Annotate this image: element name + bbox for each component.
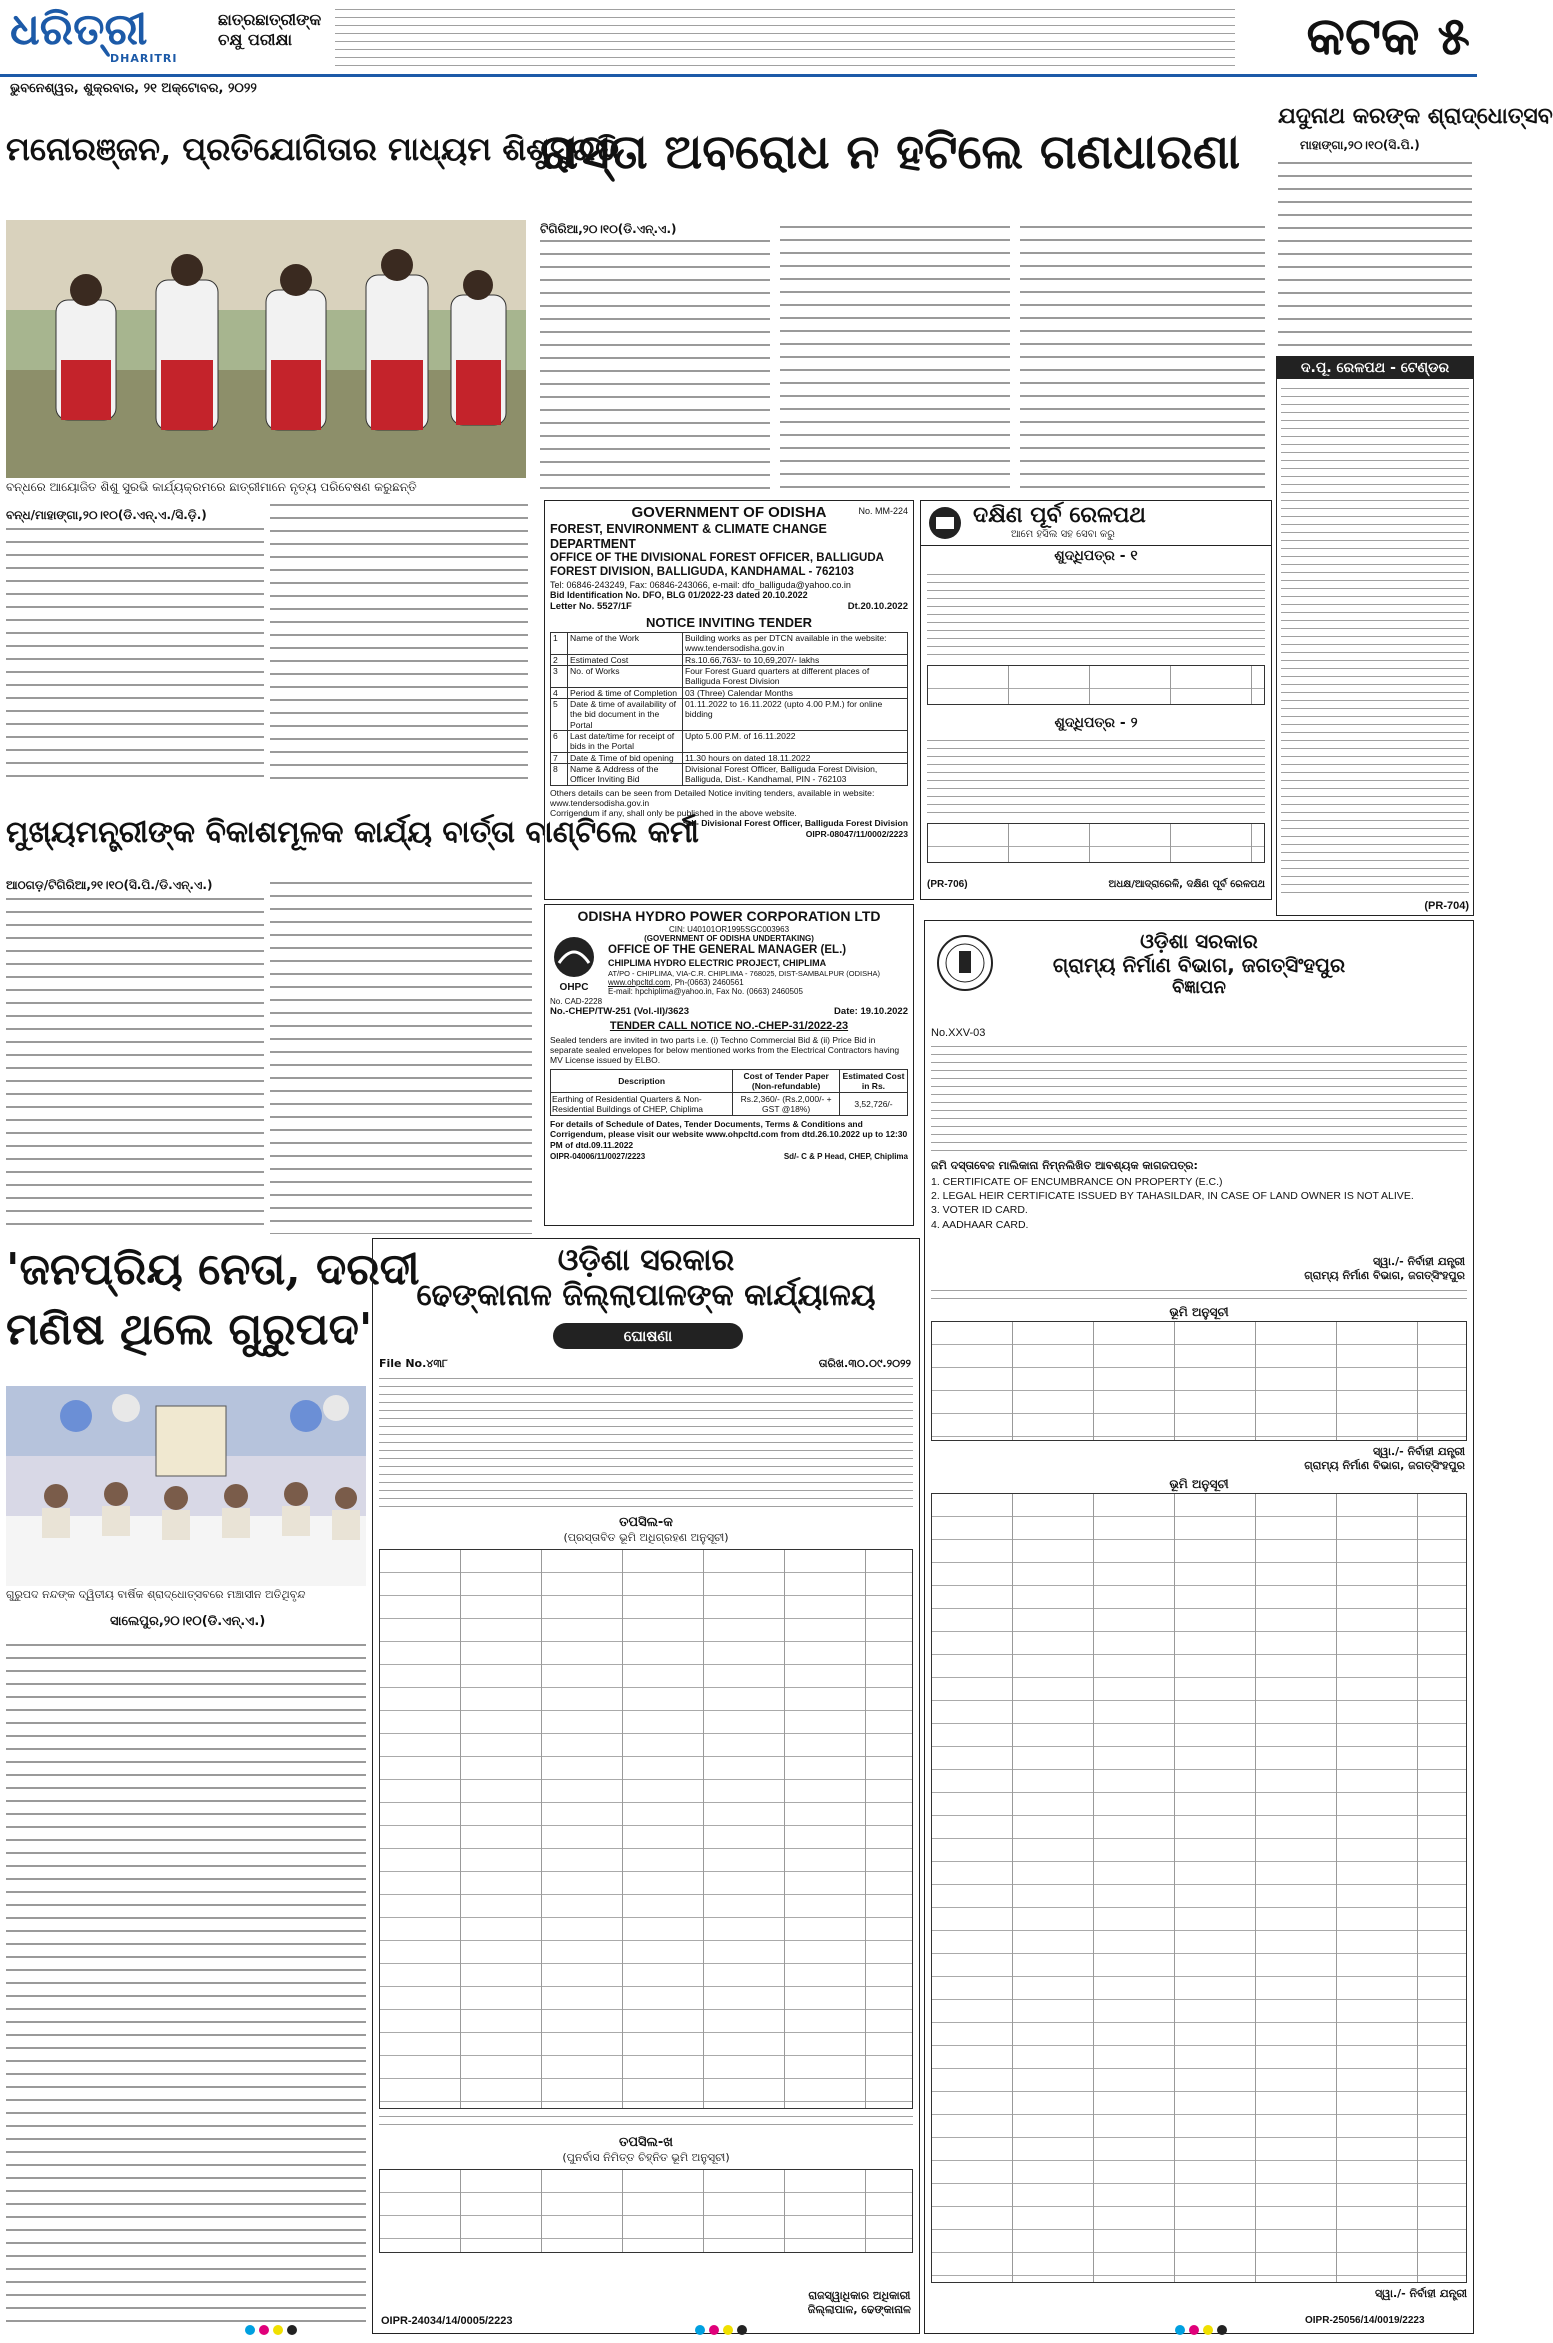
forest-cell-label: Last date/time for receipt of bids in the Portal	[568, 730, 683, 752]
forest-header-govt: GOVERNMENT OF ODISHA	[631, 504, 827, 521]
railway-tender-footer: (PR-704)	[1424, 900, 1469, 912]
ohpc-th-estimated: Estimated Cost in Rs.	[839, 1069, 907, 1092]
ohpc-office: OFFICE OF THE GENERAL MANAGER (EL.)	[608, 943, 847, 956]
story5-headline-line1: 'ଜନପ୍ରିୟ ନେତା, ଦରଦୀ	[6, 1244, 420, 1295]
story5-body	[6, 1640, 366, 2330]
forest-tender-row	[551, 699, 908, 731]
story1-photo	[6, 220, 526, 478]
story5-caption: ଗୁରୁପଦ ନନ୍ଦଙ୍କ ଦ୍ୱିତୀୟ ବାର୍ଷିକ ଶ୍ରାଦ୍ଧୋତ୍ସବରେ ମଞ୍ଚାସୀନ ଅତିଥିବୃନ୍ଦ	[6, 1588, 306, 1601]
story4-dateline: ଆଠଗଡ଼/ଟିଗିରିଆ,୨୧।୧୦(ସି.ପି./ଡି.ଏନ୍.ଏ.)	[6, 878, 213, 892]
story2-body-col3	[1020, 222, 1265, 496]
railway-tender-ad	[1276, 356, 1474, 916]
forest-cell-sl: 5	[551, 699, 568, 731]
ohpc-logo	[549, 935, 599, 995]
dateline-text: ଭୁବନେଶ୍ୱର, ଶୁକ୍ରବାର, ୨୧ ଅକ୍ଟୋବର, ୨୦୨୨	[10, 81, 257, 96]
railway-corr-title: ଦକ୍ଷିଣ ପୂର୍ବ ରେଳପଥ	[973, 503, 1146, 528]
story2-body-col1	[540, 236, 770, 496]
rural-works-sign-2	[1225, 1445, 1465, 1473]
shuddhipatra-2-body	[927, 737, 1265, 819]
forest-cell-label: Name & Address of the Officer Inviting Bid	[568, 763, 683, 785]
shuddhipatra-1-heading: ଶୁଦ୍ଧିପତ୍ର - ୧	[1054, 548, 1138, 564]
story3-body	[1278, 158, 1472, 348]
rural-works-doc-list	[931, 1175, 1414, 1232]
rural-works-land-schedule-2: ଭୂମି ଅନୁସୂଚୀ	[1169, 1477, 1229, 1491]
story2-body-col2	[780, 222, 1010, 496]
collector-file-no: File No.୪୩୮	[379, 1357, 448, 1370]
masthead	[0, 0, 1477, 100]
story5-dateline: ସାଲେପୁର,୨୦।୧୦(ଡି.ଏନ୍.ଏ.)	[110, 1614, 266, 1629]
forest-tender-row	[551, 633, 908, 655]
forest-no: No. MM-224	[858, 506, 908, 516]
collector-schedule-b-sub: (ପୁନର୍ବାସ ନିମିତ୍ତ ଚିହ୍ନିତ ଭୂମି ଅନୁସୂଚୀ)	[562, 2151, 730, 2164]
collector-schedule-a: ତପସିଲ-କ	[619, 1515, 673, 1530]
story5-photo	[6, 1386, 366, 1586]
forest-cell-value: Upto 5.00 P.M. of 16.11.2022	[683, 730, 908, 752]
rural-works-sign3-name: ସ୍ୱା./- ନିର୍ବାହୀ ଯନ୍ତ୍ରୀ	[1374, 2287, 1467, 2300]
forest-letter-no: Letter No. 5527/1F	[550, 601, 632, 613]
memorial-event-image	[6, 1386, 366, 1586]
story2-dateline: ଟିଗିରିଆ,୨୦।୧୦(ଡି.ଏନ୍.ଏ.)	[540, 222, 677, 236]
ohpc-cin: CIN: U40101OR1995SGC003963	[668, 924, 790, 934]
ohpc-logo-text: OHPC	[559, 981, 589, 993]
collector-ghoshana: ଘୋଷଣା	[623, 1327, 673, 1345]
forest-tender-ad	[544, 500, 914, 900]
forest-cell-sl: 4	[551, 687, 568, 698]
shuddhipatra-2-table	[927, 823, 1265, 863]
collector-body	[379, 1375, 913, 1511]
forest-cell-value: Rs.10.66,763/- to 10,69,207/- lakhs	[683, 654, 908, 665]
ohpc-address: AT/PO - CHIPLIMA, VIA-C.R. CHIPLIMA - 768025, DIST-SAMBALPUR (ODISHA)	[608, 968, 881, 978]
ohpc-table	[550, 1069, 908, 1117]
doc-item-1: 1. CERTIFICATE OF ENCUMBRANCE ON PROPERTY (E.C.)	[931, 1176, 1223, 1188]
forest-cell-value: 03 (Three) Calendar Months	[683, 687, 908, 698]
rural-works-subtitle: ଗ୍ରାମ୍ୟ ନିର୍ମାଣ ବିଭାଗ, ଜଗତ୍‌ସିଂହପୁର	[1052, 953, 1346, 977]
rural-works-sign2a-office: ଗ୍ରାମ୍ୟ ନିର୍ମାଣ ବିଭାଗ, ଜଗତ୍‌ସିଂହପୁର	[1304, 1459, 1465, 1472]
rural-works-notice: ବିଜ୍ଞାପନ	[1172, 977, 1226, 998]
indian-railways-logo-icon	[927, 505, 963, 541]
forest-tender-row	[551, 654, 908, 665]
section-label: କଟକ ୫	[1306, 6, 1470, 67]
forest-tender-row	[551, 763, 908, 785]
ohpc-project: CHIPLIMA HYDRO ELECTRIC PROJECT, CHIPLIMA	[608, 957, 827, 968]
forest-contact: Tel: 06846-243249, Fax: 06846-243066, e-mail: dfo_balliguda@yahoo.co.in	[550, 579, 851, 590]
color-dots-icon	[0, 2322, 1477, 2339]
forest-cell-value: Four Forest Guard quarters at different places of Balliguda Forest Division	[683, 666, 908, 688]
registration-marks	[0, 2322, 1477, 2339]
ohpc-logo-icon	[549, 935, 599, 979]
rural-works-oipr: OIPR-25056/14/0019/2223	[1305, 2315, 1425, 2326]
ohpc-notice-title: TENDER CALL NOTICE NO.-CHEP-31/2022-23	[609, 1019, 849, 1032]
story2-headline: ରାସ୍ତା ଅବରୋଧ ନ ହଟିଲେ ଗଣଧାରଣା	[540, 124, 1241, 180]
forest-cell-label: Name of the Work	[568, 633, 683, 655]
ohpc-intro: Sealed tenders are invited in two parts i.e. (i) Techno Commercial Bid & (ii) Price Bid in separate sealed envelopes for below mentioned works from the Electrical Contractors having MV License issued by ELBO.	[550, 1034, 900, 1066]
railway-corr-footer	[927, 879, 1265, 890]
forest-cell-value: 01.11.2022 to 16.11.2022 (upto 4.00 P.M.) for online bidding	[683, 699, 908, 731]
forest-corrigendum: Corrigendum if any, shall only be published in the above website.	[550, 808, 797, 819]
railway-corr-sign: ଅଧକ୍ଷ/ଆଦ୍ରାରେଳି, ଦକ୍ଷିଣ ପୂର୍ବ ରେଳପଥ	[1108, 879, 1265, 890]
ohpc-signature: Sd/- C & P Head, CHEP, Chiplima	[783, 1151, 908, 1161]
forest-cell-label: No. of Works	[568, 666, 683, 688]
story4-body-col2	[270, 878, 532, 1234]
rural-works-sign2a-name: ସ୍ୱା./- ନିର୍ବାହୀ ଯନ୍ତ୍ରୀ	[1372, 1445, 1465, 1458]
railway-tender-body	[1281, 385, 1469, 895]
railway-corrigendum-ad	[920, 500, 1272, 900]
shuddhipatra-1-body	[927, 571, 1265, 661]
forest-header-dept: FOREST, ENVIRONMENT & CLIMATE CHANGE DEPARTMENT	[550, 522, 827, 551]
ohpc-th-description: Description	[551, 1069, 733, 1092]
forest-letter-date: Dt.20.10.2022	[847, 601, 908, 613]
collector-title: ଓଡ଼ିଶା ସରକାର	[557, 1243, 735, 1278]
railway-corr-subtitle: ଆମେ ହସିଲ ସହ ସେବା କରୁ	[1011, 529, 1115, 540]
forest-header-office: OFFICE OF THE DIVISIONAL FOREST OFFICER, BALLIGUDA	[550, 552, 884, 564]
collector-note	[379, 2113, 913, 2127]
masthead-tagline	[218, 10, 326, 50]
story1-body-col2	[270, 500, 528, 784]
dancing-girls-image	[6, 220, 526, 478]
forest-cell-sl: 6	[551, 730, 568, 752]
forest-cell-sl: 7	[551, 752, 568, 763]
collector-subtitle: ଢେଙ୍କାନାଳ ଜିଲ୍ଲାପାଳଙ୍କ କାର୍ଯ୍ୟାଳୟ	[416, 1278, 876, 1313]
forest-cell-label: Estimated Cost	[568, 654, 683, 665]
logo-sub: DHARITRI	[110, 52, 178, 65]
ohpc-td-estimated: 3,52,726/-	[839, 1092, 907, 1115]
rural-works-sign1-office: ଗ୍ରାମ୍ୟ ନିର୍ମାଣ ବିଭାଗ, ଜଗତ୍‌ସିଂହପୁର	[1304, 1269, 1465, 1282]
doc-item-2: 2. LEGAL HEIR CERTIFICATE ISSUED BY TAHASILDAR, IN CASE OF LAND OWNER IS NOT ALIVE.	[931, 1190, 1414, 1203]
collector-oipr: OIPR-24034/14/0005/2223	[381, 2315, 513, 2327]
story4-body-col1	[6, 894, 264, 1234]
story1-headline: ମନୋରଞ୍ଜନ, ପ୍ରତିଯୋଗିତାର ମାଧ୍ୟମ ଶିଶୁସୁରଭି	[6, 130, 621, 168]
ohpc-nca: No. CAD-2228	[550, 996, 603, 1006]
ohpc-govt: (GOVERNMENT OF ODISHA UNDERTAKING)	[644, 934, 814, 944]
ohpc-td-cost: Rs.2,360/- (Rs.2,000/- + GST @18%)	[733, 1092, 840, 1115]
rural-works-ref: No.XXV-03	[931, 1027, 986, 1039]
masthead-teaser-text	[335, 6, 1235, 68]
collector-table-a	[379, 1549, 913, 2109]
forest-other-details: Others details can be seen from Detailed Notice inviting tenders, available in website: www.tendersodisha.gov.in	[550, 787, 875, 808]
story3-headline: ଯଦୁନାଥ କରଙ୍କ ଶ୍ରାଦ୍ଧୋତ୍ସବ	[1278, 103, 1553, 129]
odisha-govt-emblem-icon	[935, 933, 995, 993]
ohpc-th-cost: Cost of Tender Paper (Non-refundable)	[733, 1069, 840, 1092]
forest-tender-row	[551, 687, 908, 698]
ohpc-td-description: Earthing of Residential Quarters & Non-Residential Buildings of CHEP, Chiplima	[551, 1092, 733, 1115]
story5-headline-line2: ମଣିଷ ଥିଲେ ଗୁରୁପଦ'	[6, 1304, 373, 1355]
forest-cell-label: Period & time of Completion	[568, 687, 683, 698]
tagline-line-2: ଚକ୍ଷୁ ପରୀକ୍ଷା	[218, 30, 293, 49]
forest-header-division: FOREST DIVISION, BALLIGUDA, KANDHAMAL - 762103	[550, 565, 854, 578]
forest-cell-value: Divisional Forest Officer, Balliguda Forest Division, Balliguda, Dist.- Kandhamal, PIN - 762103	[683, 763, 908, 785]
railway-corr-header	[921, 501, 1271, 546]
story1-body-col1	[6, 524, 264, 784]
logo-text: ଧରିତ୍ରୀ	[10, 4, 148, 55]
forest-cell-label: Date & Time of bid opening	[568, 752, 683, 763]
collector-signature-office: ଜିଲ୍ଲାପାଳ, ଢେଙ୍କାନାଳ	[807, 2303, 911, 2316]
ohpc-phone: Ph-(0663) 2460561	[674, 977, 744, 987]
collector-schedule-a-sub: (ପ୍ରସ୍ତାବିତ ଭୂମି ଅଧିଗ୍ରହଣ ଅନୁସୂଚୀ)	[563, 1531, 729, 1544]
doc-item-3: 3. VOTER ID CARD.	[931, 1204, 1028, 1217]
ohpc-company: ODISHA HYDRO POWER CORPORATION LTD	[577, 908, 881, 924]
rural-works-subject-line	[931, 1287, 1467, 1301]
masthead-rule	[330, 74, 1477, 77]
ohpc-ref-no: No.-CHEP/TW-251 (Vol.-II)/3623	[550, 1006, 689, 1018]
doc-item-4: 4. AADHAAR CARD.	[931, 1218, 1029, 1231]
forest-notice-title: NOTICE INVITING TENDER	[645, 614, 813, 630]
forest-cell-value: Building works as per DTCN available in the website: www.tendersodisha.gov.in	[683, 633, 908, 655]
rural-works-ad	[924, 920, 1474, 2334]
collector-signature	[808, 2289, 911, 2317]
rural-works-sign-1	[1225, 1255, 1465, 1283]
tagline-line-1: ଛାତ୍ରଛାତ୍ରୀଙ୍କ	[218, 10, 322, 29]
collector-date: ତାରିଖ.୩୦.୦୯.୨୦୨୨	[818, 1357, 911, 1370]
railway-corr-pr: (PR-706)	[927, 879, 968, 890]
shuddhipatra-1-table	[927, 665, 1265, 705]
forest-cell-sl: 2	[551, 654, 568, 665]
ohpc-details: For details of Schedule of Dates, Tender Documents, Terms & Conditions and Corrigendum, please visit our website www.ohpcltd.com from dtd.26.10.2022 up to 12:30 PM of dtd.09.11.2022	[550, 1119, 908, 1150]
ohpc-ref-date: Date: 19.10.2022	[834, 1006, 908, 1018]
rural-works-title: ଓଡ଼ିଶା ସରକାର	[1140, 929, 1258, 953]
forest-cell-sl: 3	[551, 666, 568, 688]
forest-oipr: OIPR-08047/11/0002/2223	[805, 828, 908, 839]
railway-tender-heading: ଦ.ପୂ. ରେଳପଥ - ଟେଣ୍ଡର	[1277, 357, 1473, 379]
rural-works-table-2	[931, 1493, 1467, 2283]
rural-works-sign-3	[1205, 2287, 1467, 2301]
forest-tender-table	[550, 632, 908, 785]
story4-headline: ମୁଖ୍ୟମନ୍ତ୍ରୀଙ୍କ ବିକାଶମୂଳକ କାର୍ଯ୍ୟ ବାର୍ତ୍ତା ବାଣ୍ଟିଲେ କର୍ମୀ	[6, 815, 699, 850]
forest-bid-id: Bid Identification No. DFO, BLG 01/2022-23 dated 20.10.2022	[550, 590, 808, 601]
dateline-bar	[0, 74, 330, 101]
collector-table-b	[379, 2169, 913, 2253]
collector-signature-title: ରାଜସ୍ୱାଧିକାର ଅଧିକାରୀ	[808, 2289, 911, 2302]
forest-cell-label: Date & time of availability of the bid document in the Portal	[568, 699, 683, 731]
ohpc-oipr: OIPR-04006/11/0027/2223	[550, 1151, 646, 1161]
rural-works-body	[931, 1043, 1467, 1153]
forest-cell-value: 11.30 hours on dated 18.11.2022	[683, 752, 908, 763]
forest-cell-sl: 8	[551, 763, 568, 785]
collector-schedule-b: ତପସିଲ-ଖ	[619, 2135, 673, 2150]
ohpc-tender-ad: OHPC ODISHA HYDRO POWER CORPORATION LTD CIN: U40101OR1995SGC003963 (GOVERNMENT OF ODISHA UNDERTAKING) OFFICE OF THE GENERAL MANAGER (EL.) CHIPLIMA HYDRO ELECTRIC PROJECT, CHIPLIMA AT/PO - CHIPLIMA, VIA-C.R. CHIPLIMA - 768025, DIST-SAMBALPUR (ODISHA) www.ohpcltd.com, Ph-(0663) 2460561 E-mail: hpchiplima@yahoo.in, Fax No. (0663) 2460505 No. CAD-2228 No.-CHEP/TW-251 (Vol.-II)/3623 Date: 19.10.2022 TENDER CALL NOTICE NO.-CHEP-31/2022-23 Sealed tenders are invited in two parts i.e. (i) Techno Commercial Bid & (ii) Price Bid in separate sealed envelopes for below mentioned works from the Electrical Contractors having MV License issued by ELBO. Description Cost of Tender Paper (Non-refundable) Estimated Cost in Rs. Earthing of Residential Quarters & Non-Residential Buildings of CHEP, Chiplima Rs.2,360/- (Rs.2,000/- + GST @18%) 3,52,726/- For details of Schedule of Dates, Tender Documents, Terms & Conditions and Corrigendum, please visit our website www.ohpcltd.com from dtd.26.10.2022 up to 12:30 PM of dtd.09.11.2022 OIPR-04006/11/0027/2223 Sd/- C & P Head, CHEP, Chiplima	[544, 904, 914, 1226]
collector-dhenkanal-ad	[372, 1238, 920, 2334]
forest-tender-row	[551, 666, 908, 688]
ohpc-email: E-mail: hpchiplima@yahoo.in, Fax No. (0663) 2460505	[608, 987, 803, 997]
rural-works-land-schedule-1: ଭୂମି ଅନୁସୂଚୀ	[1169, 1305, 1229, 1319]
shuddhipatra-2-heading: ଶୁଦ୍ଧିପତ୍ର - ୨	[1054, 715, 1138, 731]
forest-cell-sl: 1	[551, 633, 568, 655]
story1-dateline: ବନ୍ଧ/ମାହାଙ୍ଗା,୨୦।୧୦(ଡି.ଏନ୍.ଏ./ସି.ଡ଼ି.)	[6, 508, 207, 522]
forest-signature: Sd/- Divisional Forest Officer, Balliguda Forest Division	[682, 818, 908, 829]
story3-dateline: ମାହାଙ୍ଗା,୨୦।୧୦(ସି.ପି.)	[1300, 138, 1420, 152]
rural-works-table-1	[931, 1321, 1467, 1441]
ohpc-website[interactable]: www.ohpcltd.com	[608, 977, 671, 987]
rural-works-sign1-name: ସ୍ୱା./- ନିର୍ବାହୀ ଯନ୍ତ୍ରୀ	[1372, 1255, 1465, 1268]
forest-tender-row	[551, 730, 908, 752]
story1-caption: ବନ୍ଧରେ ଆୟୋଜିତ ଶିଶୁ ସୁରଭି କାର୍ଯ୍ୟକ୍ରମରେ ଛାତ୍ରୀମାନେ ନୃତ୍ୟ ପରିବେଷଣ କରୁଛନ୍ତି	[6, 480, 417, 494]
newspaper-logo	[10, 4, 210, 66]
collector-ghoshana-banner	[553, 1323, 743, 1349]
rural-works-doc-heading: ଜମି ଦସ୍ତାବେଜ ମାଲିକାନା ନିମ୍ନଲିଖିତ ଆବଶ୍ୟକ କାଗଜପତ୍ର:	[931, 1159, 1198, 1172]
forest-tender-row	[551, 752, 908, 763]
